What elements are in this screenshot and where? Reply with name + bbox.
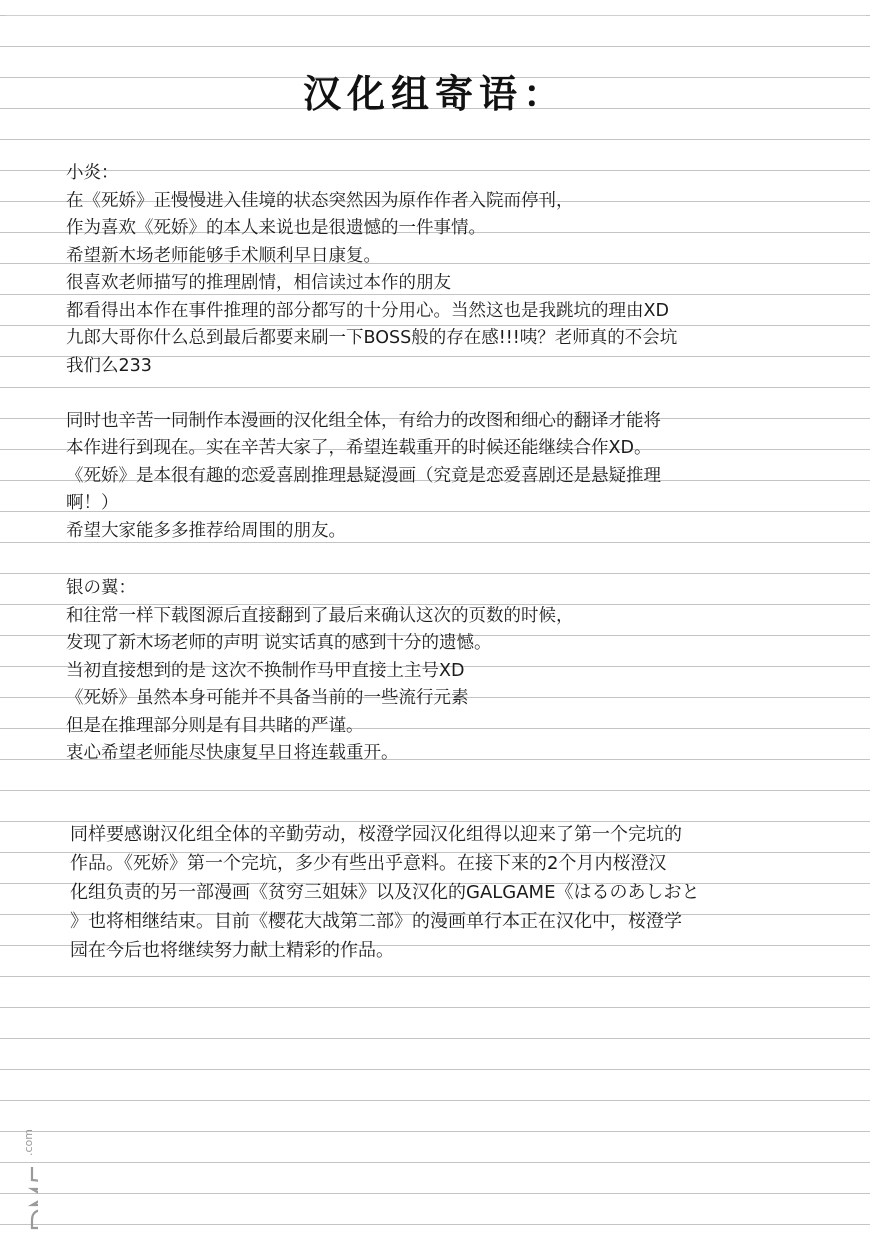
top-rule [6, 15, 866, 16]
note-line: 我们么233 [66, 355, 152, 376]
note-line: 当初直接想到的是 这次不换制作马甲直接上主号XD [66, 660, 465, 681]
note-author: 银の翼： [66, 578, 136, 598]
note-line: 但是在推理部分则是有目共睹的严谨。 [66, 715, 364, 736]
note-line: 发现了新木场老师的声明 说实话真的感到十分的遗憾。 [66, 633, 492, 653]
note-line: 作为喜欢《死娇》的本人来说也是很遗憾的一件事情。 [66, 218, 486, 238]
note-author: 小炎： [66, 163, 119, 183]
note-line: 本作进行到现在。实在辛苦大家了，希望连载重开的时候还能继续合作XD。 [66, 438, 652, 458]
note-line: 化组负责的另一部漫画《贫穷三姐妹》以及汉化的GALGAME《はるのあしおと [70, 882, 700, 903]
note-line: 作品。《死娇》第一个完坑，多少有些出乎意料。在接下来的2个月内桜澄汉 [70, 853, 667, 874]
note-line: 》也将相继结束。目前《樱花大战第二部》的漫画单行本正在汉化中，桜澄学 [70, 911, 682, 932]
note-line: 九郎大哥你什么总到最后都要来刷一下BOSS般的存在感!!!咦？老师真的不会坑 [66, 328, 678, 348]
note-line: 园在今后也将继续努力献上精彩的作品。 [70, 940, 394, 961]
dm5-logo-icon [2, 1112, 38, 1232]
watermark-domain: .com [22, 1129, 35, 1156]
note-line: 同时也辛苦一同制作本漫画的汉化组全体，有给力的改图和细心的翻译才能将 [66, 410, 661, 431]
note-line: 希望大家能多多推荐给周围的朋友。 [66, 520, 346, 541]
note-line: 《死娇》是本很有趣的恋爱喜剧推理悬疑漫画（究竟是恋爱喜剧还是悬疑推理 [66, 465, 661, 486]
note-line: 《死娇》虽然本身可能并不具备当前的一些流行元素 [66, 688, 469, 708]
note-line: 在《死娇》正慢慢进入佳境的状态突然因为原作作者入院而停刊， [66, 190, 574, 211]
note-line: 衷心希望老师能尽快康复早日将连载重开。 [66, 743, 399, 763]
note-yinnoyi [66, 575, 806, 768]
note-line: 同样要感谢汉化组全体的辛勤劳动，桜澄学园汉化组得以迎来了第一个完坑的 [70, 824, 682, 845]
note-line: 希望新木场老师能够手术顺利早日康复。 [66, 245, 381, 266]
note-xiaoyan [66, 160, 806, 545]
page-title: 汉化组寄语： [302, 72, 567, 116]
note-line: 很喜欢老师描写的推理剧情，相信读过本作的朋友 [66, 273, 451, 293]
note-line: 和往常一样下载图源后直接翻到了最后来确认这次的页数的时候， [66, 605, 574, 626]
note-line: 都看得出本作在事件推理的部分都写的十分用心。当然这也是我跳坑的理由XD [66, 300, 669, 321]
note-line: 啊！） [66, 493, 119, 513]
closing-message [70, 820, 810, 965]
blank-line [66, 380, 806, 408]
